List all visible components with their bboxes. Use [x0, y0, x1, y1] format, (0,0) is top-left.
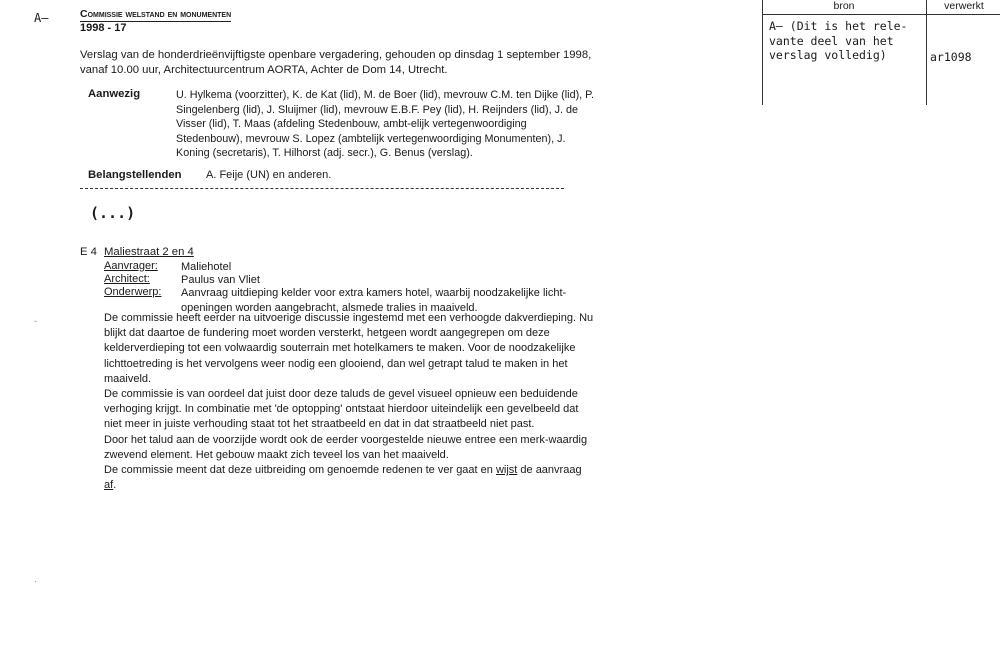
aanvrager-label: Aanvrager: — [104, 260, 158, 272]
onderwerp-label: Onderwerp: — [104, 286, 162, 298]
organization-name-text: Commissie welstand en monumenten — [80, 8, 232, 20]
decision-mid: de aanvraag — [517, 464, 582, 477]
body-paragraph-3: Door het talud aan de voorzijde wordt ook de eerder voorgestelde nieuwe entree een merk-waardig zwevend element. Het gebouw maakt zich teveel los van het maaiveld. — [104, 433, 588, 461]
decision-wijst: wijst — [495, 464, 518, 477]
item-code: E 4 — [80, 246, 97, 258]
table-border-left — [762, 0, 763, 105]
aanwezig-label: Aanwezig — [88, 88, 141, 100]
intro-paragraph: Verslag van de honderdrieënvijftigste openbare vergadering, gehouden op dinsdag 1 september 1998, vanaf 10.00 uur, Architectuurcentrum AORTA, Achter de Dom 14, Utrecht. — [80, 49, 592, 76]
organization-name — [80, 8, 231, 20]
bron-note: A– (Dit is het rele-vante deel van het verslag volledig) — [769, 19, 908, 62]
scan-speck: · — [34, 576, 37, 586]
verwerkt-value: ar1098 — [930, 50, 972, 64]
item-body — [104, 311, 594, 493]
body-paragraph-2: De commissie is van oordeel dat juist door deze taluds de gevel visueel opnieuw een beduidende verhoging krijgt. In combinatie met 'de optopping' ontstaat hierdoor uiteindelijk een gevelbeeld dat niet meer in juiste verhouding staat tot het straatbeeld en dat in dat straatbeeld niet past. — [104, 388, 579, 431]
belangstellenden-text: A. Feije (UN) en anderen. — [206, 169, 332, 181]
dashed-divider — [80, 188, 564, 189]
architect-label: Architect: — [104, 273, 150, 285]
belangstellenden-label: Belangstellenden — [88, 169, 182, 181]
column-bron: bron — [833, 0, 855, 12]
architect-value: Paulus van Vliet — [181, 274, 260, 286]
decision-text: De commissie meent dat deze uitbreiding om genoemde redenen te ver gaat en — [104, 464, 496, 477]
body-paragraph-1: De commissie heeft eerder na uitvoerige discussie ingestemd met een verhoogde dakverdieping. Nu blijkt dat daartoe de fundering moet worden versterkt, hetgeen wordt aangegrepen om deze kelderverdieping tot een volwaardig souterrain met hotelkamers te maken. Voor de noodzakelijke lichttoetreding is het vervolgens weer nodig een glooiend, dan wel getrapt talud te maken in het maaiveld. — [104, 312, 594, 385]
margin-marker: A– — [34, 11, 49, 25]
body-paragraph-4 — [104, 463, 594, 493]
decision-af: af — [104, 479, 114, 492]
aanvrager-value: Maliehotel — [181, 261, 232, 273]
onderwerp-value: Aanvraag uitdieping kelder voor extra kamers hotel, waarbij noodzakelijke licht-openingen worden aangebracht, alsmede tralies in maaiveld. — [181, 287, 567, 314]
scan-speck: - — [34, 316, 37, 326]
column-verwerkt: verwerkt — [944, 0, 984, 12]
aanwezig-text: U. Hylkema (voorzitter), K. de Kat (lid), M. de Boer (lid), mevrouw C.M. ten Dijke (lid), P. Singelenberg (lid), J. Sluijmer (lid), mevrouw E.B.F. Pey (lid), H. Reijnders (lid), J. de Visser (lid), T. Maas (afdeling Stedenbouw, ambt-elijk vertegenwoordiging Stedenbouw), mevrouw S. Lopez (ambtelijk vertegenwoordiging Monumenten), J. Koning (secretaris), T. Hilhorst (adj. secr.), G. Benus (verslag). — [176, 89, 594, 159]
item-title: Maliestraat 2 en 4 — [104, 246, 194, 258]
decision-end: . — [113, 479, 117, 492]
table-header — [762, 0, 1000, 15]
document-number: 1998 - 17 — [80, 22, 127, 34]
table-border-mid — [926, 0, 927, 105]
ellipsis-marker: (...) — [90, 204, 136, 222]
source-table — [762, 0, 1000, 105]
